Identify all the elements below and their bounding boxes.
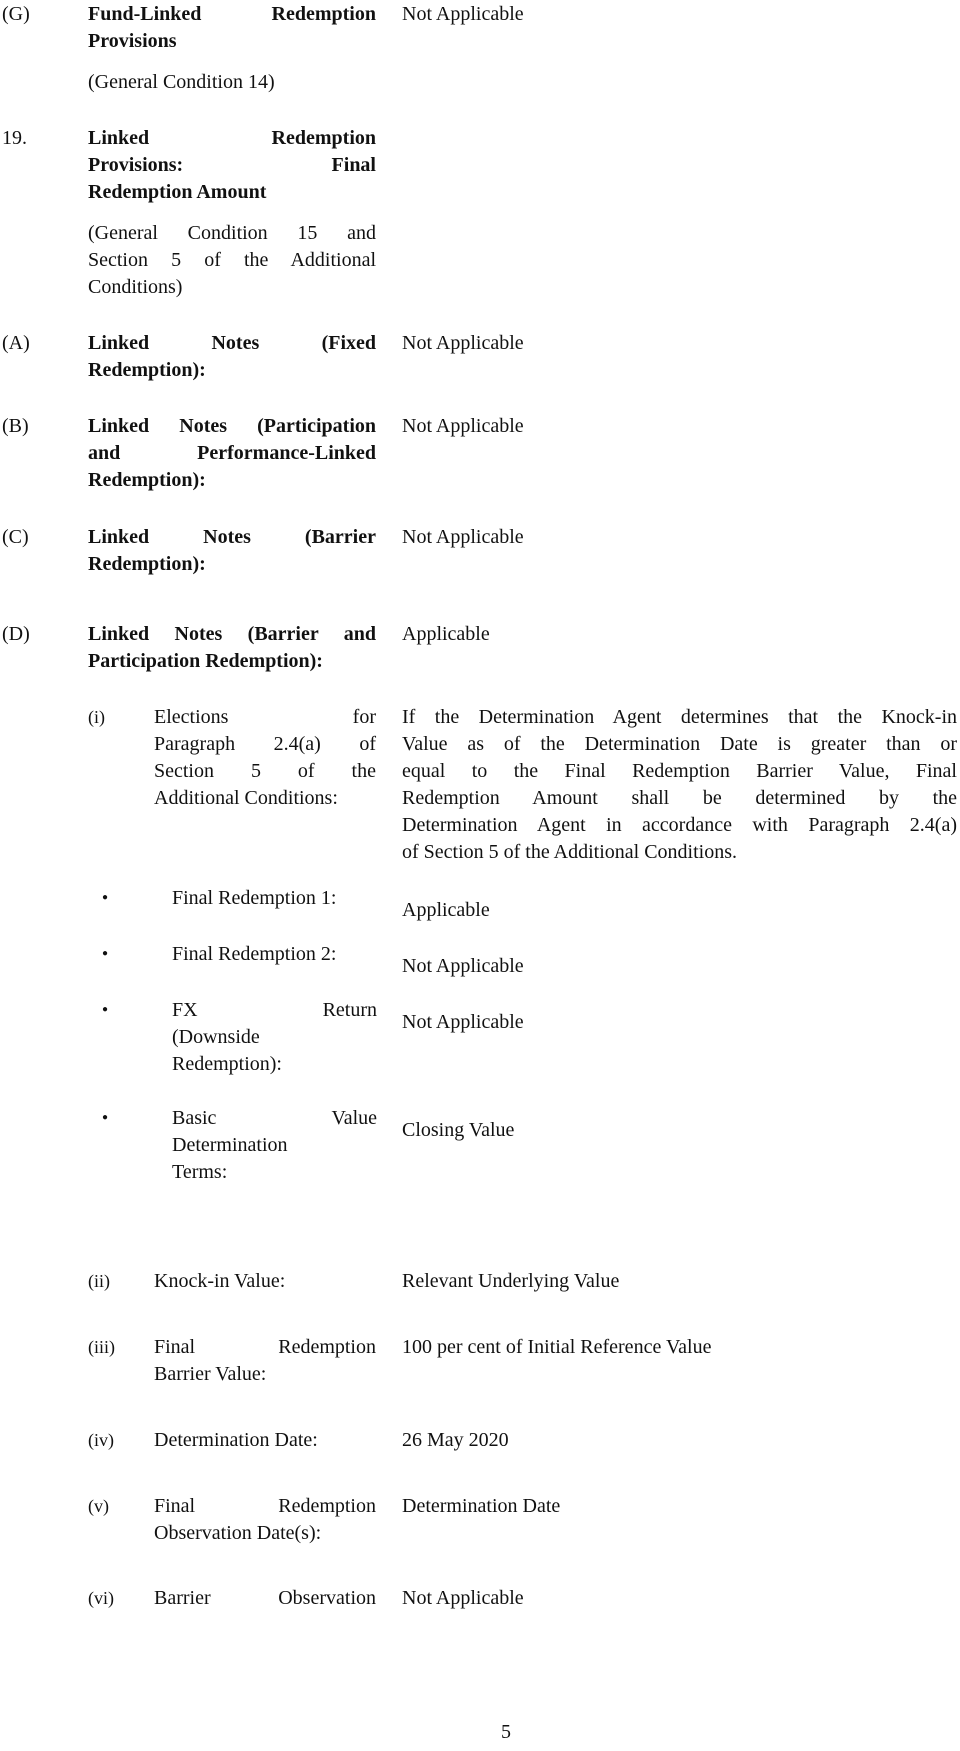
row-g-number: (G) (2, 3, 30, 25)
row-a-number: (A) (2, 332, 30, 354)
row-19-title-line1: Linked Redemption (88, 127, 376, 149)
sub-i-value-line5: Determination Agent in accordance with Paragraph 2.4(a) (402, 814, 957, 836)
row-g-reference: (General Condition 14) (88, 71, 275, 93)
sub-i-label-line1: Elections for (154, 706, 376, 728)
row-c-title-line2: Redemption): (88, 553, 206, 575)
row-b-title-line2: and Performance-Linked (88, 442, 376, 464)
bullet-basic-value-value: Closing Value (402, 1119, 515, 1141)
sub-iv-number: (iv) (88, 1430, 114, 1450)
row-a-value: Not Applicable (402, 332, 524, 354)
row-19-number: 19. (2, 127, 27, 149)
bullet-fx-return-label-line2: (Downside (172, 1026, 260, 1048)
row-b-value: Not Applicable (402, 415, 524, 437)
row-g-title-line2: Provisions (88, 30, 177, 52)
row-b-number: (B) (2, 415, 29, 437)
row-a-title-line1: Linked Notes (Fixed (88, 332, 376, 354)
sub-v-value: Determination Date (402, 1495, 561, 1517)
bullet-basic-value-label-line1: Basic Value (172, 1107, 377, 1129)
sub-i-label-line4: Additional Conditions: (154, 787, 338, 809)
sub-iii-number: (iii) (88, 1337, 115, 1357)
sub-i-value-line6: of Section 5 of the Additional Conditions. (402, 841, 737, 863)
sub-iii-value: 100 per cent of Initial Reference Value (402, 1336, 712, 1358)
row-19-reference-line2: Section 5 of the Additional (88, 249, 376, 271)
row-19-reference-line1: (General Condition 15 and (88, 222, 376, 244)
sub-iv-label: Determination Date: (154, 1429, 318, 1451)
sub-i-value-line4: Redemption Amount shall be determined by the (402, 787, 957, 809)
bullet-final-redemption-2-label: Final Redemption 2: (172, 943, 337, 965)
sub-i-value-line3: equal to the Final Redemption Barrier Value, Final (402, 760, 957, 782)
row-a-title-line2: Redemption): (88, 359, 206, 381)
bullet-fx-return-label-line3: Redemption): (172, 1053, 282, 1075)
bullet-basic-value-label-line3: Terms: (172, 1161, 228, 1183)
bullet-final-redemption-1-value: Applicable (402, 899, 490, 921)
sub-i-label-line3: Section 5 of the (154, 760, 376, 782)
row-b-title-line1: Linked Notes (Participation (88, 415, 376, 437)
sub-ii-label: Knock-in Value: (154, 1270, 286, 1292)
row-c-value: Not Applicable (402, 526, 524, 548)
row-d-title-line1: Linked Notes (Barrier and (88, 623, 376, 645)
sub-v-label-line1: Final Redemption (154, 1495, 376, 1517)
sub-i-value-line1: If the Determination Agent determines that the Knock-in (402, 706, 957, 728)
row-19-title-line2: Provisions: Final (88, 154, 376, 176)
sub-v-number: (v) (88, 1496, 109, 1516)
sub-i-label-line2: Paragraph 2.4(a) of (154, 733, 376, 755)
bullet-fx-return-value: Not Applicable (402, 1011, 524, 1033)
row-d-number: (D) (2, 623, 30, 645)
bullet-final-redemption-2-value: Not Applicable (402, 955, 524, 977)
row-c-title-line1: Linked Notes (Barrier (88, 526, 376, 548)
row-c-number: (C) (2, 526, 29, 548)
row-b-title-line3: Redemption): (88, 469, 206, 491)
sub-i-value-line2: Value as of the Determination Date is greater than or (402, 733, 957, 755)
bullet-icon: ● (102, 892, 109, 903)
page-number: 5 (501, 1721, 511, 1743)
row-d-title-line2: Participation Redemption): (88, 650, 323, 672)
sub-ii-number: (ii) (88, 1271, 110, 1291)
sub-v-label-line2: Observation Date(s): (154, 1522, 322, 1544)
sub-iii-label-line1: Final Redemption (154, 1336, 376, 1358)
sub-ii-value: Relevant Underlying Value (402, 1270, 620, 1292)
row-19-reference-line3: Conditions) (88, 276, 183, 298)
sub-vi-value: Not Applicable (402, 1587, 524, 1609)
sub-iii-label-line2: Barrier Value: (154, 1363, 267, 1385)
bullet-basic-value-label-line2: Determination (172, 1134, 288, 1156)
row-19-title-line3: Redemption Amount (88, 181, 267, 203)
sub-i-number: (i) (88, 707, 105, 727)
sub-vi-label: Barrier Observation (154, 1587, 376, 1609)
bullet-fx-return-label-line1: FX Return (172, 999, 377, 1021)
bullet-icon: ● (102, 1004, 109, 1015)
bullet-icon: ● (102, 948, 109, 959)
bullet-final-redemption-1-label: Final Redemption 1: (172, 887, 337, 909)
row-g-title-line1: Fund-Linked Redemption (88, 3, 376, 25)
row-g-value: Not Applicable (402, 3, 524, 25)
sub-vi-number: (vi) (88, 1588, 114, 1608)
sub-iv-value: 26 May 2020 (402, 1429, 509, 1451)
bullet-icon: ● (102, 1112, 109, 1123)
row-d-value: Applicable (402, 623, 490, 645)
